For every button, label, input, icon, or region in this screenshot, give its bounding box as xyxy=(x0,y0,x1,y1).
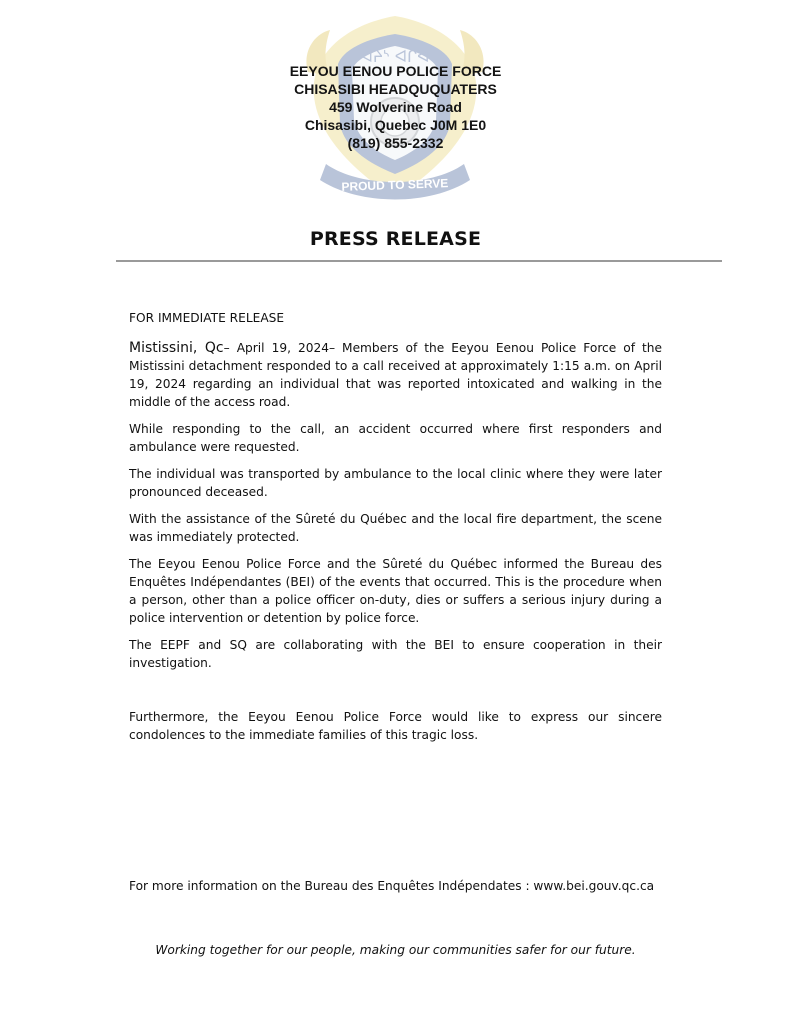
letterhead-street: 459 Wolverine Road xyxy=(329,99,462,115)
letterhead xyxy=(0,62,791,152)
more-info-line: For more information on the Bureau des Enquêtes Indépendates : www.bei.gouv.qc.ca xyxy=(129,879,655,893)
page-title: PRESS RELEASE xyxy=(309,228,482,250)
letterhead-office: CHISASIBI HEADQUQUATERS xyxy=(294,81,497,97)
footer-motto: Working together for our people, making our communities safer for our future. xyxy=(155,943,636,957)
paragraph-collaboration: The EEPF and SQ are collaborating with the BEI to ensure cooperation in their investigation. xyxy=(129,638,662,670)
dateline-text: – April 19, 2024– Members of the Eeyou Eenou Police Force of the Mistissini detachment responded to a call received at approximately 1:15 a.m. on April 19, 2024 regarding an individual that was reported intoxicated and walking in the middle of the access road. xyxy=(129,341,663,409)
dateline-place: Mistissini, Qc xyxy=(129,340,224,356)
crest-syllabics-text: ᐋᔨᔅ ᐊᒋᐊ xyxy=(360,47,430,66)
letterhead-phone: (819) 855-2332 xyxy=(347,135,444,151)
title-divider xyxy=(116,260,722,262)
press-release-body xyxy=(129,309,662,753)
letterhead-city: Chisasibi, Quebec J0M 1E0 xyxy=(304,117,487,133)
paragraph-condolences: Furthermore, the Eeyou Eenou Police Force would like to express our sincere condolences to the immediate families of this tragic loss. xyxy=(129,710,662,742)
release-notice: FOR IMMEDIATE RELEASE xyxy=(129,311,285,325)
paragraph-transport: The individual was transported by ambulance to the local clinic where they were later pronounced deceased. xyxy=(129,467,662,499)
paragraph-scene: With the assistance of the Sûreté du Québec and the local fire department, the scene was immediately protected. xyxy=(129,512,662,544)
letterhead-organization: EEYOU EENOU POLICE FORCE xyxy=(289,63,502,79)
paragraph-dateline xyxy=(129,339,662,411)
paragraph-bei-notice: The Eeyou Eenou Police Force and the Sûreté du Québec informed the Bureau des Enquêtes Indépendantes (BEI) of the events that occurred. This is the procedure when a person, other than a police officer on-duty, dies or suffers a serious injury during a police intervention or detention by police force. xyxy=(129,557,662,625)
paragraph-accident: While responding to the call, an accident occurred where first responders and ambulance were requested. xyxy=(129,422,662,454)
crest-banner-text: PROUD TO SERVE xyxy=(341,176,449,194)
